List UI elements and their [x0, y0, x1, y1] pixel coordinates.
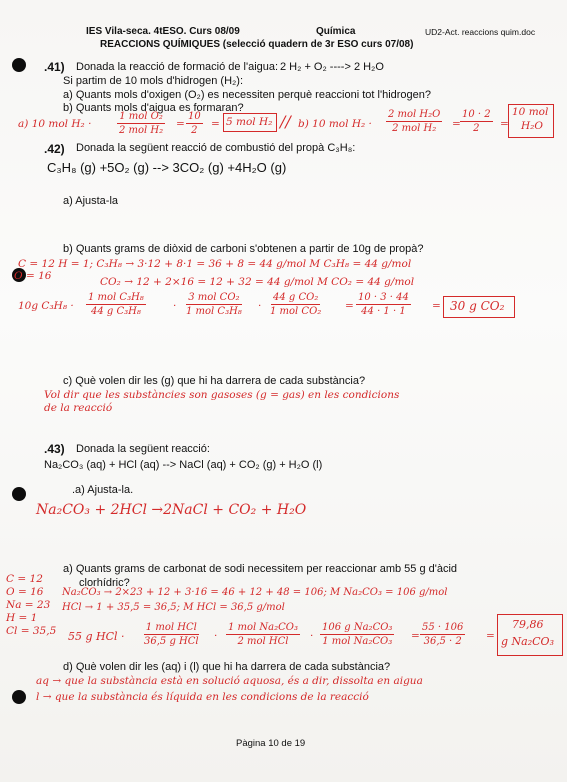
q43-hw-balanced-equation: Na₂CO₃ + 2HCl →2NaCl + CO₂ + H₂O: [36, 502, 307, 518]
q43-part-d: d) Què volen dir les (aq) i (l) que hi ha darrera de cada substància?: [63, 661, 391, 673]
q42-hw-factor-2: 3 mol CO₂ 1 mol C₃H₈: [186, 292, 242, 317]
q43-hw-result-line2: g Na₂CO₃: [501, 635, 554, 648]
q42-hw-masses: C = 12 H = 1; C₃H₈ → 3·12 + 8·1 = 36 + 8 = 44 g/mol M C₃H₈ = 44 g/mol: [18, 258, 412, 270]
q42-hw-calc-prefix: 10g C₃H₈ ·: [18, 300, 74, 312]
q43-hw-element-na: Na = 23: [6, 599, 51, 611]
q43-hw-calc-prefix: 55 g HCl ·: [68, 630, 125, 643]
q42-hw-co2-mass: CO₂ → 12 + 2×16 = 12 + 32 = 44 g/mol M CO₂ = 44 g/mol: [100, 276, 415, 288]
q43-part-a: .a) Ajusta-la.: [72, 484, 134, 496]
q43-hw-element-o: O = 16: [6, 586, 44, 598]
q42-number: .42): [44, 142, 65, 156]
q42-hw-answer-c2: de la reacció: [44, 402, 113, 414]
q43-statement: Donada la següent reacció:: [76, 443, 210, 455]
punch-hole-lower: [12, 487, 26, 501]
header-doc-name: UD2-Act. reaccions quim.doc: [425, 27, 536, 37]
q42-hw-factor-1: 1 mol C₃H₈ 44 g C₃H₈: [88, 292, 144, 317]
q43-hw-element-c: C = 12: [6, 573, 43, 585]
q43-hw-element-h: H = 1: [6, 612, 38, 624]
q41-hw-b-result-line1: 10 mol: [512, 106, 549, 118]
q42-hw-equals: =: [345, 300, 354, 312]
q43-hw-hcl-mass: HCl → 1 + 35,5 = 36,5; M HCl = 36,5 g/mol: [62, 602, 285, 613]
q43-hw-factor-3: 106 g Na₂CO₃ 1 mol Na₂CO₃: [322, 622, 393, 647]
q43-hw-element-cl: Cl = 35,5: [6, 625, 57, 637]
q43-part-b-line1: a) Quants grams de carbonat de sodi necessitem per reaccionar amb 55 g d'àcid: [63, 563, 458, 575]
q41-hw-b-equals2: =: [500, 118, 509, 130]
q42-hw-answer-c1: Vol dir que les substàncies son gasoses (g = gas) en les condicions: [44, 389, 400, 401]
q43-hw-equals: =: [411, 630, 420, 642]
q43-part-b-line2: clorhídric?: [79, 577, 130, 589]
q41-hw-a-division: $\frac{10}{2}$: [188, 111, 201, 136]
q41-number: .41): [44, 60, 65, 74]
q41-hw-a-equals2: =: [211, 118, 220, 130]
q41-hw-a-prefix: a) 10 mol H₂ ·: [18, 118, 92, 130]
q42-part-c: c) Què volen dir les (g) que hi ha darrera de cada substància?: [63, 375, 366, 387]
q41-intro: Si partim de 10 mols d'hidrogen (H₂):: [63, 75, 244, 87]
q42-hw-factor-4: $\frac{10 \cdot 3 \cdot 44}{44 \cdot 1 \cdot 1}$: [358, 292, 409, 317]
q41-part-a: a) Quants mols d'oxigen (O₂) es necessiten perquè reaccioni tot l'hidrogen?: [63, 89, 432, 101]
punch-hole-bottom: [12, 690, 26, 704]
q43-hw-answer-d1: aq → que la substància està en solució aquosa, és a dir, dissolta en aigua: [36, 675, 423, 687]
q43-hw-answer-d2: l → que la substància és líquida en les condicions de la reacció: [36, 691, 369, 703]
q41-hw-b-division: $\frac{10 \cdot 2}{2}$: [462, 109, 491, 134]
q42-part-b: b) Quants grams de diòxid de carboni s'obtenen a partir de 10g de propà?: [63, 243, 424, 255]
q42-equation: C₃H₈ (g) +5O₂ (g) --> 3CO₂ (g) +4H₂O (g): [47, 160, 287, 175]
q42-statement: Donada la següent reacció de combustió del propà C₃H₈:: [76, 142, 356, 154]
q43-hw-dot-2: ·: [310, 630, 314, 642]
q42-hw-factor-3: 44 g CO₂ 1 mol CO₂: [270, 292, 322, 317]
q41-hw-a-equals: =: [176, 118, 185, 130]
q43-hw-factor-4: $\frac{55 \cdot 106}{36,5 \cdot 2}$: [422, 622, 464, 647]
q41-hw-b-factor: 2 mol H₂O 2 mol H₂: [388, 109, 441, 134]
q41-hw-b-prefix: b) 10 mol H₂ ·: [298, 118, 372, 130]
q41-statement: Donada la reacció de formació de l'aigua:: [76, 61, 279, 73]
q41-equation: 2 H₂ + O₂ ----> 2 H₂O: [280, 61, 384, 73]
q43-hw-equals2: =: [486, 630, 495, 642]
q42-hw-result: 30 g CO₂: [450, 299, 505, 313]
q41-part-b: b) Quants mols d'aigua es formaran?: [63, 102, 244, 114]
header-subtitle: REACCIONS QUÍMIQUES (selecció quadern de 3r ESO curs 07/08): [100, 39, 414, 50]
q43-number: .43): [44, 442, 65, 456]
q43-hw-factor-2: 1 mol Na₂CO₃ 2 mol HCl: [228, 622, 298, 647]
q41-hw-b-equals: =: [452, 118, 461, 130]
q42-hw-equals2: =: [432, 300, 441, 312]
q42-hw-dot-1: ·: [173, 300, 177, 312]
header-subject: Química: [316, 26, 356, 37]
page-number: Pàgina 10 de 19: [236, 738, 306, 749]
q43-hw-result-line1: 79,86: [512, 618, 544, 631]
q41-hw-a-result: 5 mol H₂: [226, 116, 273, 128]
q43-hw-factor-1: 1 mol HCl 36,5 g HCl: [144, 622, 199, 647]
q41-hw-b-result-line2: H₂O: [521, 120, 543, 132]
q41-hw-separator: //: [280, 112, 291, 131]
q42-hw-dot-2: ·: [258, 300, 262, 312]
q42-hw-oxygen-mass: O = 16: [14, 270, 52, 282]
punch-hole-top: [12, 58, 26, 72]
q43-hw-dot-1: ·: [214, 630, 218, 642]
q42-part-a: a) Ajusta-la: [63, 195, 119, 207]
q43-equation: Na₂CO₃ (aq) + HCl (aq) --> NaCl (aq) + CO₂ (g) + H₂O (l): [44, 459, 323, 471]
header-school: IES Vila-seca. 4tESO. Curs 08/09: [86, 26, 240, 37]
q43-hw-na2co3-mass: Na₂CO₃ → 2×23 + 12 + 3·16 = 46 + 12 + 48 = 106; M Na₂CO₃ = 106 g/mol: [62, 587, 448, 598]
q41-hw-a-factor: 1 mol O₂ 2 mol H₂: [119, 111, 164, 136]
